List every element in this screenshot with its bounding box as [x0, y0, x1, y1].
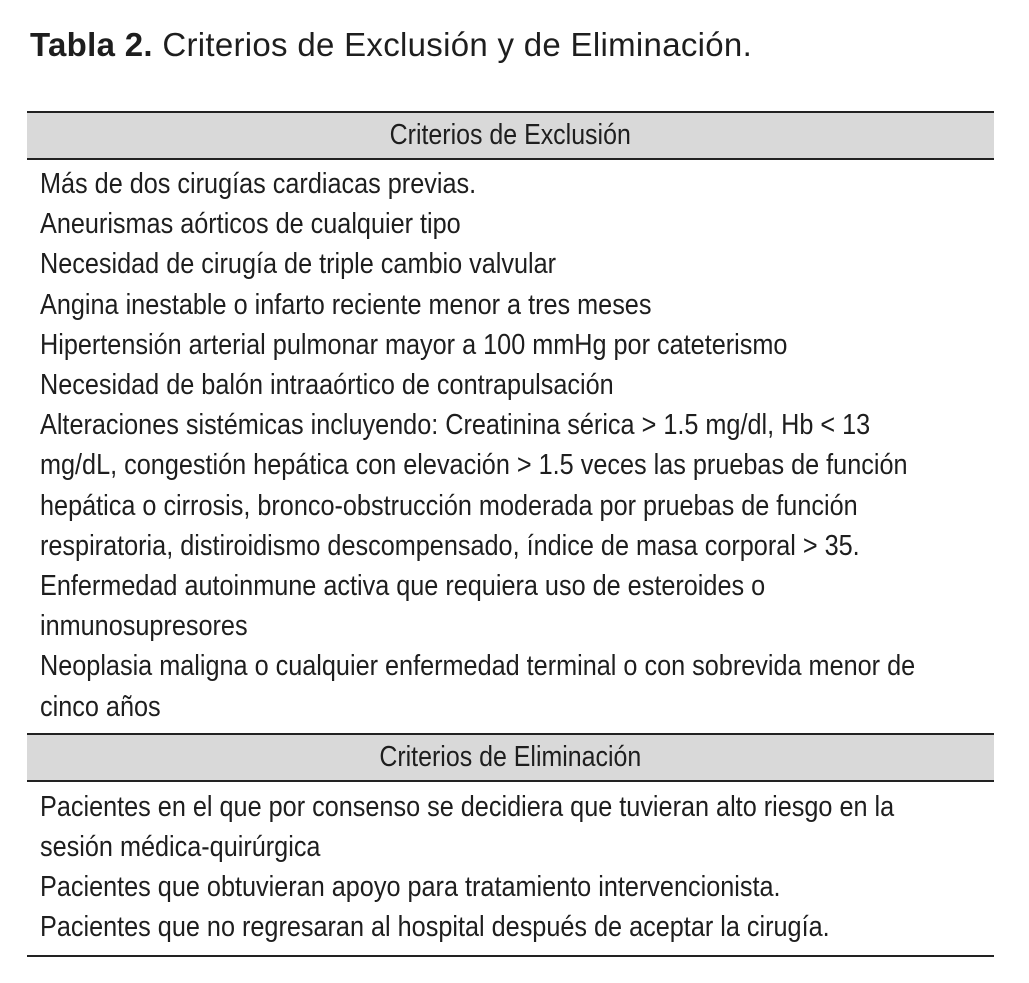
elimination-line: Pacientes que no regresaran al hospital después de aceptar la cirugía.	[40, 911, 830, 944]
elimination-criteria-list	[27, 782, 994, 957]
exclusion-line: Necesidad de cirugía de triple cambio valvular	[40, 248, 557, 281]
exclusion-line: mg/dL, congestión hepática con elevación > 1.5 veces las pruebas de función	[40, 449, 908, 482]
elimination-line: Pacientes que obtuvieran apoyo para tratamiento intervencionista.	[40, 871, 781, 904]
elimination-line: Pacientes en el que por consenso se decidiera que tuvieran alto riesgo en la	[40, 790, 895, 823]
exclusion-line: hepática o cirrosis, bronco-obstrucción moderada por pruebas de función	[40, 489, 858, 522]
exclusion-line: Necesidad de balón intraaórtico de contrapulsación	[40, 369, 614, 402]
elimination-header	[27, 733, 994, 782]
exclusion-line: Angina inestable o infarto reciente menor a tres meses	[40, 288, 652, 321]
exclusion-line: Aneurismas aórticos de cualquier tipo	[40, 208, 461, 241]
elimination-header-text: Criterios de Eliminación	[379, 740, 642, 773]
exclusion-header-text: Criterios de Exclusión	[389, 119, 632, 151]
table-caption	[30, 26, 752, 64]
exclusion-line: respiratoria, distiroidismo descompensado, índice de masa corporal > 35.	[40, 529, 860, 562]
exclusion-criteria-list	[27, 160, 994, 733]
elimination-line: sesión médica-quirúrgica	[40, 831, 321, 864]
exclusion-header	[27, 111, 994, 160]
exclusion-line: inmunosupresores	[40, 610, 248, 643]
exclusion-line: cinco años	[40, 690, 161, 723]
exclusion-line: Alteraciones sistémicas incluyendo: Creatinina sérica > 1.5 mg/dl, Hb < 13	[40, 409, 871, 442]
table-number-label: Tabla 2.	[30, 26, 153, 63]
table-title: Criterios de Exclusión y de Eliminación.	[162, 26, 753, 63]
exclusion-line: Neoplasia maligna o cualquier enfermedad terminal o con sobrevida menor de	[40, 650, 916, 683]
criteria-table	[27, 111, 994, 957]
exclusion-line: Hipertensión arterial pulmonar mayor a 100 mmHg por cateterismo	[40, 328, 788, 361]
exclusion-line: Enfermedad autoinmune activa que requiera uso de esteroides o	[40, 570, 766, 603]
exclusion-line: Más de dos cirugías cardiacas previas.	[40, 168, 477, 200]
